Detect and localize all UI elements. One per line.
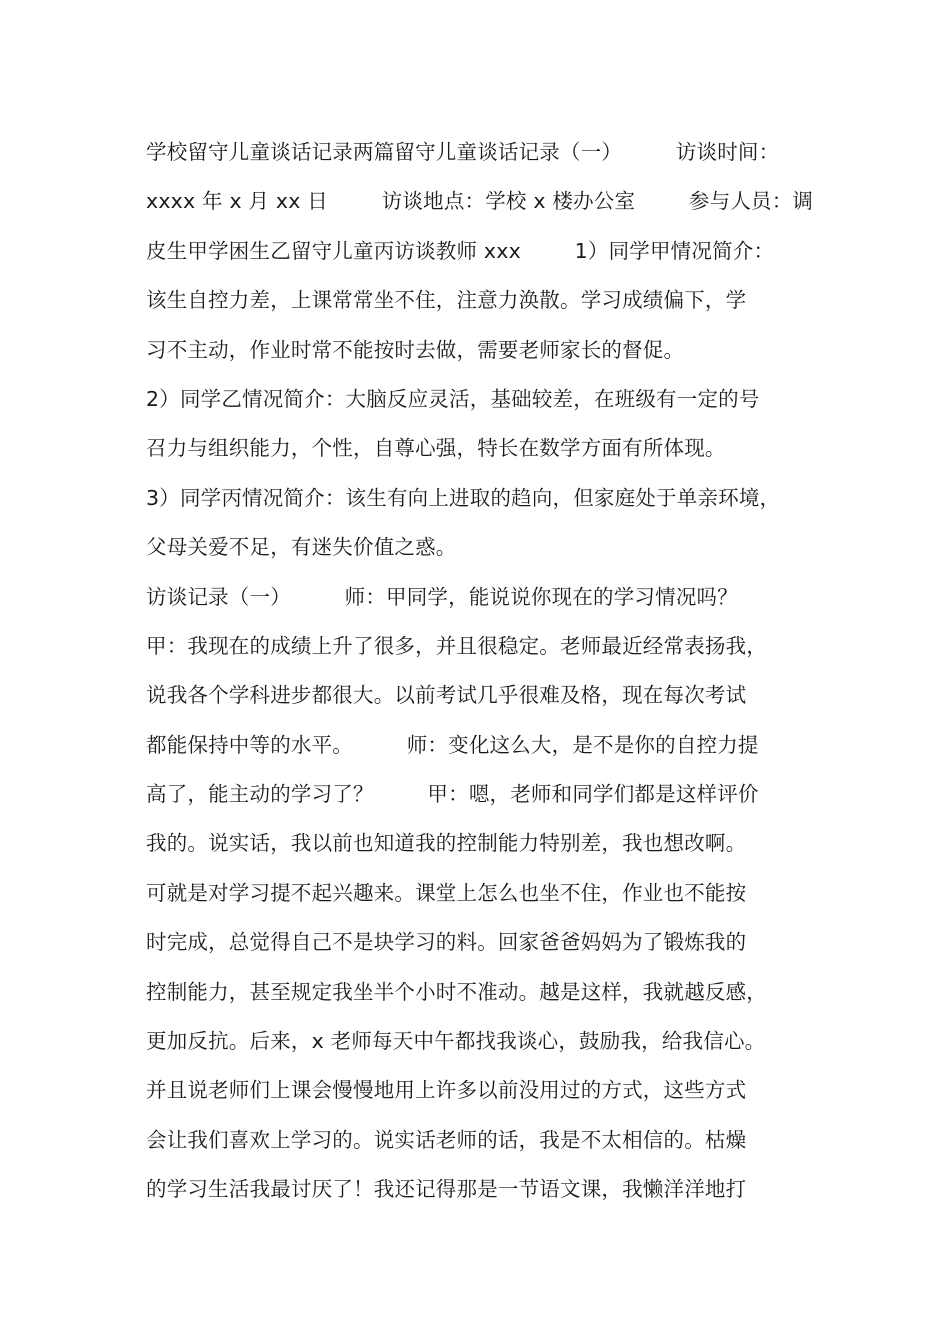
- text-line: 的学习生活我最讨厌了！我还记得那是一节语文课，我懒洋洋地打: [146, 1177, 747, 1202]
- text-line: xxxx 年 x 月 xx 日 访谈地点：学校 x 楼办公室 参与人员：调: [146, 189, 814, 214]
- text-line: 学校留守儿童谈话记录两篇留守儿童谈话记录（一） 访谈时间：: [146, 140, 780, 164]
- text-line: 都能保持中等的水平。 师：变化这么大，是不是你的自控力提: [146, 732, 759, 757]
- text-line: 我的。说实话，我以前也知道我的控制能力特别差，我也想改啊。: [146, 831, 747, 856]
- text-line: 访谈记录（一） 师：甲同学，能说说你现在的学习情况吗？: [146, 584, 738, 609]
- text-line: 3）同学丙情况简介：该生有向上进取的趋向，但家庭处于单亲环境，: [146, 485, 781, 510]
- text-line: 会让我们喜欢上学习的。说实话老师的话，我是不太相信的。枯燥: [146, 1127, 747, 1152]
- body-text: [146, 128, 826, 1215]
- text-line: 高了，能主动的学习了？ 甲：嗯，老师和同学们都是这样评价: [146, 782, 759, 807]
- text-line: 习不主动，作业时常不能按时去做，需要老师家长的督促。: [146, 337, 685, 362]
- text-line: 父母关爱不足，有迷失价值之惑。: [146, 535, 457, 560]
- text-line: 说我各个学科进步都很大。以前考试几乎很难及格，现在每次考试: [146, 683, 747, 708]
- text-line: 时完成，总觉得自己不是块学习的料。回家爸爸妈妈为了锻炼我的: [146, 930, 747, 955]
- text-line: 控制能力，甚至规定我坐半个小时不准动。越是这样，我就越反感，: [146, 979, 767, 1004]
- text-line: 更加反抗。后来，x 老师每天中午都找我谈心，鼓励我，给我信心。: [146, 1029, 766, 1054]
- text-line: 召力与组织能力，个性，自尊心强，特长在数学方面有所体现。: [146, 436, 726, 461]
- text-line: 可就是对学习提不起兴趣来。课堂上怎么也坐不住，作业也不能按: [146, 880, 747, 905]
- text-line: 该生自控力差，上课常常坐不住，注意力涣散。学习成绩偏下，学: [146, 288, 747, 313]
- text-line: 皮生甲学困生乙留守儿童丙访谈教师 xxx 1）同学甲情况简介：: [146, 238, 775, 263]
- text-line: 并且说老师们上课会慢慢地用上许多以前没用过的方式，这些方式: [146, 1078, 747, 1103]
- text-line: 甲：我现在的成绩上升了很多，并且很稳定。老师最近经常表扬我，: [146, 633, 767, 658]
- text-line: 2）同学乙情况简介：大脑反应灵活，基础较差，在班级有一定的号: [146, 386, 760, 411]
